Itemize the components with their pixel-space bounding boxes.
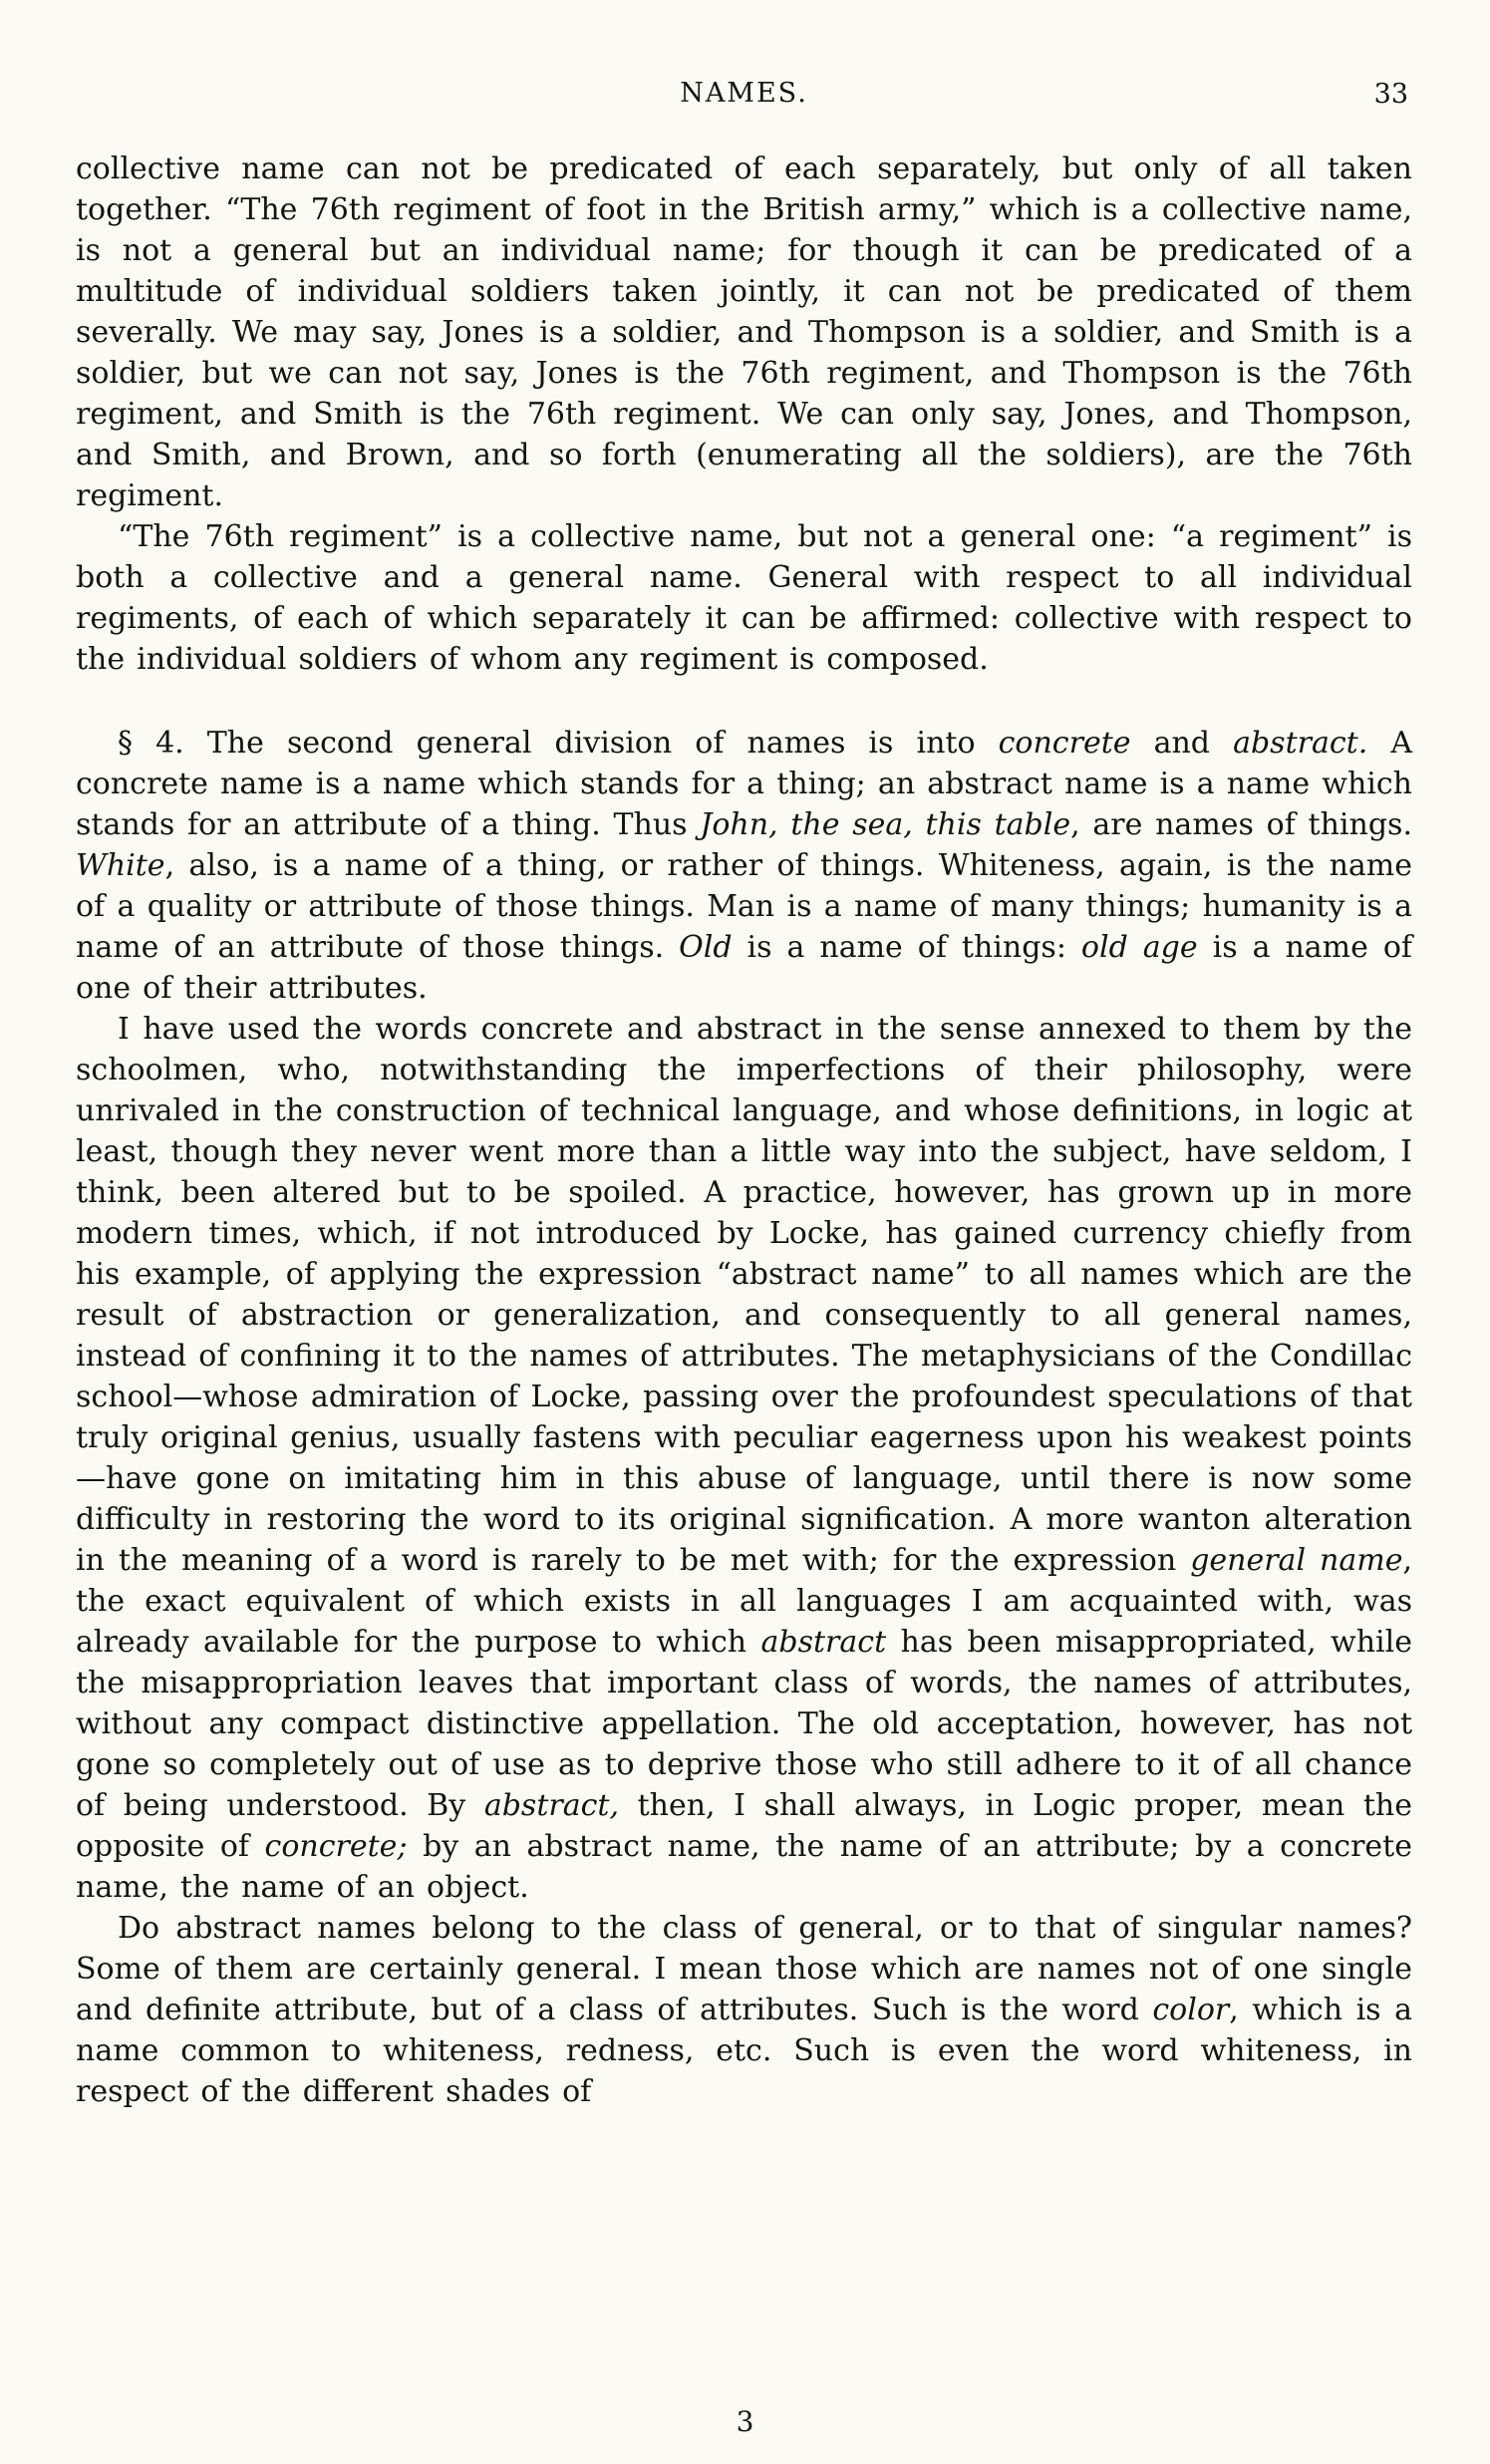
page-body xyxy=(76,149,1412,2112)
italic-text-run: John, the sea, this table xyxy=(700,807,1071,842)
text-run: is a name of things: xyxy=(732,930,1081,965)
text-run: by an abstract name, the name of an attribute; by a concrete name, the name of an object. xyxy=(76,1829,1412,1905)
text-run: has been misappropriated, while the misappropriation leaves that important class of words, the names of attributes, without any compact distinctive appellation. The old acceptation, however, has not gone so completely out of use as to deprive those who still adhere to it of all chance of being understood. By xyxy=(76,1625,1413,1823)
footer-page-number: 3 xyxy=(736,2405,754,2438)
italic-text-run: color xyxy=(1152,1993,1230,2027)
paragraph xyxy=(76,1908,1412,2112)
text-run: “The 76th regiment” is a collective name, but not a general one: “a regiment” is both a collective and a general name. General with respect to all individual regiments, of each of which separately it can be affirmed: collective with respect to the individual soldiers of whom any regiment is composed. xyxy=(76,519,1412,677)
paragraph xyxy=(76,723,1412,1009)
paragraph xyxy=(76,516,1412,680)
text-run: , are names of things. xyxy=(1070,807,1412,842)
page-footer xyxy=(0,2405,1490,2438)
text-run: A concrete name is a name which stands for a thing; an abstract name is a name which stands for an attribute of a thing. Thus xyxy=(76,726,1413,842)
italic-text-run: general name xyxy=(1190,1543,1403,1578)
header-page-number: 33 xyxy=(1373,79,1408,110)
text-run: and xyxy=(1130,726,1234,761)
paragraph xyxy=(76,1009,1412,1908)
italic-text-run: White xyxy=(76,848,165,883)
paragraph xyxy=(76,149,1412,516)
text-run: collective name can not be predicated of each separately, but only of all taken together. “The 76th regiment of foot in the British army,” which is a collective name, is not a general but an individual name; for though it can be predicated of a multitude of individual soldiers taken jointly, it can not be predicated of them severally. We may say, Jones is a soldier, and Thompson is a soldier, and Smith is a soldier, but we can not say, Jones is the 76th regiment, and Thompson is the 76th regiment, and Smith is the 76th regiment. We can only say, Jones, and Thompson, and Smith, and Brown, and so forth (enumerating all the soldiers), are the 76th regiment. xyxy=(76,152,1412,513)
text-run: then, I shall always, in Logic proper, mean the opposite of xyxy=(76,1788,1412,1864)
running-title: NAMES. xyxy=(680,78,808,109)
italic-text-run: abstract, xyxy=(483,1788,619,1823)
text-run: I have used the words concrete and abstract in the sense annexed to them by the schoolmen, who, notwithstanding the imperfections of their philosophy, were unrivaled in the construction of technical language, and whose definitions, in logic at least, though they never went more than a little way into the subject, have seldom, I think, been altered but to be spoiled. A practice, however, has grown up in more modern times, which, if not introduced by Locke, has gained currency chiefly from his example, of applying the expression “abstract name” to all names which are the result of abstraction or generalization, and consequently to all general names, instead of confining it to the names of attributes. The metaphysicians of the Condillac school—whose admiration of Locke, passing over the profoundest speculations of that truly original genius, usually fastens with peculiar eagerness upon his weakest points—have gone on imitating him in this abuse of language, until there is now some difficulty in restoring the word to its original signification. A more wanton alteration in the meaning of a word is rarely to be met with; for the expression xyxy=(76,1012,1412,1578)
text-run: , also, is a name of a thing, or rather of things. Whiteness, again, is the name of a quality or attribute of those things. Man is a name of many things; humanity is a name of an attribute of those things. xyxy=(76,848,1412,965)
italic-text-run: old age xyxy=(1080,930,1198,965)
page-header xyxy=(76,78,1412,109)
text-run: is a name of one of their attributes. xyxy=(76,930,1413,1006)
italic-text-run: abstract. xyxy=(1233,726,1368,761)
italic-text-run: abstract xyxy=(760,1625,887,1660)
text-run: , the exact equivalent of which exists in all languages I am acquainted with, was already available for the purpose to which xyxy=(76,1543,1412,1660)
italic-text-run: Old xyxy=(679,930,733,965)
italic-text-run: concrete; xyxy=(264,1829,408,1864)
italic-text-run: concrete xyxy=(998,726,1131,761)
text-run: § 4. The second general division of names is into xyxy=(118,726,999,761)
text-run: Do abstract names belong to the class of general, or to that of singular names? Some of them are certainly general. I mean those which are names not of one single and definite attribute, but of a class of attributes. Such is the word xyxy=(76,1911,1412,2027)
text-run: , which is a name common to whiteness, redness, etc. Such is even the word whiteness, in respect of the different shades of xyxy=(76,1993,1412,2109)
